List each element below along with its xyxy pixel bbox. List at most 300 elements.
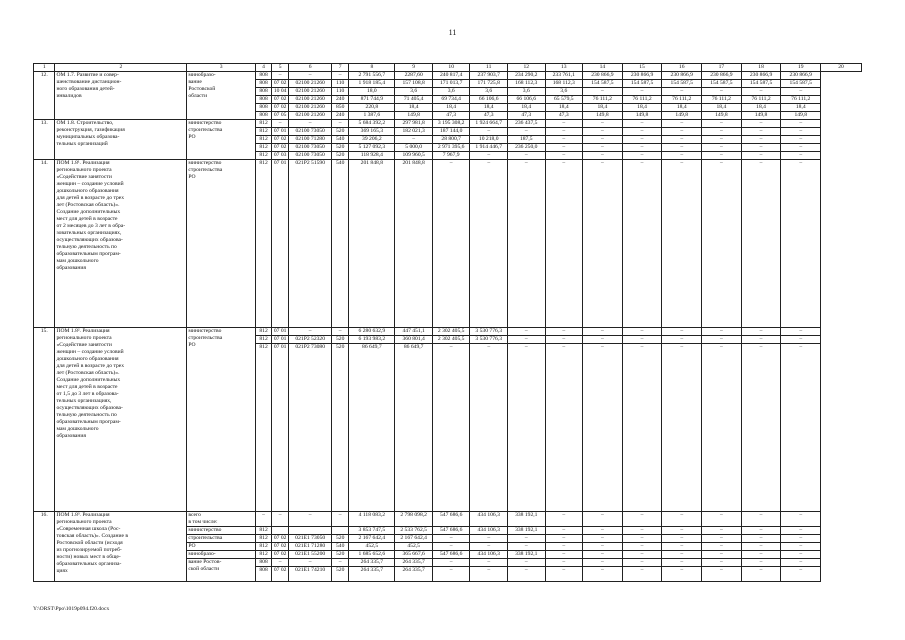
value-cell: –: [470, 535, 508, 543]
value-cell: –: [395, 136, 433, 144]
value-cell: –: [781, 136, 821, 144]
value-cell: 149,8: [702, 112, 742, 120]
value-cell: –: [781, 567, 821, 582]
value-cell: –: [622, 559, 662, 567]
value-cell: 86 649,7: [349, 344, 395, 512]
table-row: [34, 120, 862, 128]
value-cell: –: [272, 559, 289, 567]
value-cell: 240: [332, 96, 349, 104]
value-cell: –: [781, 535, 821, 543]
value-cell: –: [781, 543, 821, 551]
value-cell: –: [662, 512, 702, 527]
value-cell: –: [662, 559, 702, 567]
value-cell: 39 206,2: [349, 136, 395, 144]
value-cell: –: [545, 512, 583, 527]
table-row: [34, 328, 862, 336]
value-cell: –: [622, 328, 662, 336]
value-cell: –: [507, 152, 545, 160]
value-cell: 02100 21260: [289, 112, 332, 120]
value-cell: –: [781, 128, 821, 136]
value-cell: –: [781, 328, 821, 336]
value-cell: 264 335,7: [395, 567, 433, 582]
value-cell: –: [470, 160, 508, 328]
value-cell: –: [781, 512, 821, 527]
value-cell: 07 02: [272, 104, 289, 112]
value-cell: 154 587,5: [622, 80, 662, 88]
value-cell: –: [702, 527, 742, 535]
value-cell: –: [622, 527, 662, 535]
value-cell: –: [741, 527, 781, 535]
value-cell: 201 848,8: [349, 160, 395, 328]
value-cell: –: [289, 512, 332, 527]
value-cell: 2 302 405,5: [432, 328, 470, 336]
value-cell: 812: [256, 160, 272, 328]
value-cell: 3,6: [507, 88, 545, 96]
value-cell: 154 587,5: [741, 80, 781, 88]
value-cell: –: [583, 160, 623, 328]
row-number: 15.: [34, 328, 55, 512]
value-cell: –: [272, 120, 289, 128]
value-cell: 2 798 098,2: [395, 512, 433, 527]
value-cell: –: [702, 128, 742, 136]
value-cell: 149,8: [741, 112, 781, 120]
value-cell: –: [470, 567, 508, 582]
value-cell: 18,4: [583, 104, 623, 112]
value-cell: 76 111,2: [662, 96, 702, 104]
value-cell: 76 111,2: [622, 96, 662, 104]
value-cell: 3 853 747,5: [349, 527, 395, 535]
value-cell: –: [781, 559, 821, 567]
value-cell: –: [702, 551, 742, 559]
value-cell: 3 195 308,2: [432, 120, 470, 128]
value-cell: –: [507, 567, 545, 582]
value-cell: 369 165,3: [349, 128, 395, 136]
value-cell: –: [622, 88, 662, 96]
value-cell: –: [622, 120, 662, 128]
row-number: 16.: [34, 512, 55, 582]
value-cell: 110: [332, 80, 349, 88]
value-cell: –: [583, 144, 623, 152]
value-cell: 18,4: [702, 104, 742, 112]
value-cell: 3 530 776,3: [470, 328, 508, 336]
value-cell: 02100 21260: [289, 96, 332, 104]
value-cell: –: [545, 567, 583, 582]
value-cell: 850: [332, 104, 349, 112]
value-cell: –: [622, 543, 662, 551]
value-cell: –: [741, 128, 781, 136]
page-number: 11: [448, 28, 457, 37]
value-cell: 812: [256, 336, 272, 344]
column-number: 17: [702, 64, 742, 72]
value-cell: –: [622, 152, 662, 160]
value-cell: –: [507, 128, 545, 136]
value-cell: 149,8: [395, 112, 433, 120]
value-cell: 220,8: [349, 104, 395, 112]
value-cell: –: [470, 128, 508, 136]
value-cell: 1 918 185,4: [349, 80, 395, 88]
value-cell: –: [545, 128, 583, 136]
value-cell: 76 111,2: [741, 96, 781, 104]
value-cell: –: [741, 328, 781, 336]
value-cell: –: [662, 543, 702, 551]
value-cell: 76 111,2: [781, 96, 821, 104]
value-cell: 434 106,3: [470, 512, 508, 527]
row-number: 14.: [34, 160, 55, 328]
value-cell: 230 866,9: [662, 72, 702, 80]
value-cell: –: [545, 136, 583, 144]
value-cell: [332, 527, 349, 535]
value-cell: 3,6: [395, 88, 433, 96]
value-cell: –: [545, 120, 583, 128]
value-cell: –: [741, 144, 781, 152]
column-number: 9: [395, 64, 433, 72]
value-cell: 07 02: [272, 144, 289, 152]
value-cell: –: [781, 160, 821, 328]
value-cell: 812: [256, 527, 272, 535]
value-cell: 02100 21260: [289, 80, 332, 88]
value-cell: 452,5: [395, 543, 433, 551]
value-cell: 07 01: [272, 328, 289, 336]
value-cell: 1 685 652,6: [349, 551, 395, 559]
value-cell: 520: [332, 551, 349, 559]
executor: строительства: [187, 535, 256, 543]
value-cell: –: [741, 160, 781, 328]
value-cell: –: [583, 551, 623, 559]
column-number: 14: [583, 64, 623, 72]
value-cell: –: [583, 567, 623, 582]
value-cell: –: [583, 543, 623, 551]
value-cell: –: [622, 535, 662, 543]
value-cell: –: [741, 120, 781, 128]
executor: министерство строительства РО: [187, 120, 256, 160]
value-cell: –: [583, 344, 623, 512]
value-cell: 2 533 762,5: [395, 527, 433, 535]
value-cell: –: [622, 512, 662, 527]
executor: министерство: [187, 527, 256, 535]
value-cell: 2 971 395,6: [432, 144, 470, 152]
value-cell: –: [432, 160, 470, 328]
value-cell: 5 000,0: [395, 144, 433, 152]
value-cell: 2 791 556,7: [349, 72, 395, 80]
value-cell: 520: [332, 152, 349, 160]
value-cell: 47,3: [432, 112, 470, 120]
value-cell: 447 451,1: [395, 328, 433, 336]
value-cell: –: [583, 512, 623, 527]
value-cell: 021P2 52320: [289, 336, 332, 344]
value-cell: 1 387,6: [349, 112, 395, 120]
value-cell: –: [332, 328, 349, 336]
measure-name: ПОМ 1.8³. Реализация регионального проекта «Современная школа (Рос- товская область)». Создание в Ростовской области (исходя из прогнозируемой потреб- ности) новых мест в обще- образовательных организа- циях: [55, 512, 187, 582]
value-cell: –: [470, 344, 508, 512]
value-cell: 02100 73050: [289, 152, 332, 160]
value-cell: 812: [256, 344, 272, 512]
column-number: 19: [781, 64, 821, 72]
value-cell: –: [741, 88, 781, 96]
value-cell: 240 817,4: [432, 72, 470, 80]
value-cell: 109 960,5: [395, 152, 433, 160]
row-number: 12.: [34, 72, 55, 120]
value-cell: 10 04: [272, 88, 289, 96]
value-cell: –: [781, 144, 821, 152]
value-cell: 171 725,8: [470, 80, 508, 88]
column-number: 6: [289, 64, 332, 72]
value-cell: –: [332, 120, 349, 128]
value-cell: –: [662, 344, 702, 512]
value-cell: –: [432, 344, 470, 512]
value-cell: 3 530 776,3: [470, 336, 508, 344]
value-cell: –: [702, 512, 742, 527]
value-cell: 812: [256, 328, 272, 336]
value-cell: 021E1 71280: [289, 543, 332, 551]
value-cell: 2 302 405,5: [432, 336, 470, 344]
value-cell: 07 02: [272, 96, 289, 104]
value-cell: 47,3: [545, 112, 583, 120]
value-cell: –: [545, 527, 583, 535]
value-cell: 65 579,5: [545, 96, 583, 104]
value-cell: –: [545, 543, 583, 551]
value-cell: –: [662, 567, 702, 582]
value-cell: –: [741, 136, 781, 144]
row-number: 13.: [34, 120, 55, 160]
value-cell: 520: [332, 344, 349, 512]
value-cell: 264 335,7: [395, 559, 433, 567]
value-cell: 168 112,3: [507, 80, 545, 88]
value-cell: –: [741, 512, 781, 527]
value-cell: 66 106,6: [470, 96, 508, 104]
value-cell: –: [470, 543, 508, 551]
table-row: [34, 72, 862, 80]
value-cell: 520: [332, 128, 349, 136]
value-cell: 808: [256, 104, 272, 112]
value-cell: –: [781, 344, 821, 512]
value-cell: 808: [256, 72, 272, 80]
value-cell: 812: [256, 144, 272, 152]
value-cell: 540: [332, 136, 349, 144]
value-cell: –: [583, 527, 623, 535]
value-cell: –: [583, 152, 623, 160]
value-cell: 18,4: [432, 104, 470, 112]
value-cell: 434 106,3: [470, 551, 508, 559]
value-cell: –: [432, 567, 470, 582]
value-cell: –: [272, 512, 289, 527]
value-cell: 110: [332, 88, 349, 96]
column-number: 3: [187, 64, 256, 72]
value-cell: 264 335,7: [349, 567, 395, 582]
value-cell: 149,8: [583, 112, 623, 120]
value-cell: –: [545, 336, 583, 344]
value-cell: 71 405,4: [395, 96, 433, 104]
measure-name: ПОМ 1.8². Реализация регионального проекта «Содействие занятости женщин – создание условий дошкольного образования для детей в возрасте до трех лет (Ростовская область)». Создание дополнительных мест для детей в возрасте от 1,5 до 3 лет в образова- тельных организациях, осуществляющих образова- тельную деятельность по образовательным програм- мам дошкольного образования: [55, 328, 187, 512]
column-number: 2: [55, 64, 187, 72]
value-cell: –: [583, 128, 623, 136]
value-cell: 47,3: [470, 112, 508, 120]
value-cell: 547 686,6: [432, 512, 470, 527]
value-cell: 520: [332, 567, 349, 582]
value-cell: 149,8: [622, 112, 662, 120]
value-cell: 871 744,9: [349, 96, 395, 104]
value-cell: –: [662, 128, 702, 136]
value-cell: –: [702, 336, 742, 344]
value-cell: –: [583, 535, 623, 543]
value-cell: 230 866,9: [583, 72, 623, 80]
value-cell: 07 03: [272, 152, 289, 160]
value-cell: 520: [332, 336, 349, 344]
value-cell: 149,8: [781, 112, 821, 120]
value-cell: –: [545, 160, 583, 328]
value-cell: –: [741, 543, 781, 551]
value-cell: 07 02: [272, 543, 289, 551]
value-cell: –: [507, 559, 545, 567]
column-number: 12: [507, 64, 545, 72]
value-cell: –: [432, 535, 470, 543]
value-cell: 171 013,7: [432, 80, 470, 88]
value-cell: 1 914 446,7: [470, 144, 508, 152]
value-cell: 118 928,4: [349, 152, 395, 160]
value-cell: –: [583, 120, 623, 128]
value-cell: 7 967,9: [432, 152, 470, 160]
value-cell: 02100 21260: [289, 88, 332, 96]
value-cell: 5 684 392,2: [349, 120, 395, 128]
value-cell: –: [662, 551, 702, 559]
value-cell: 07 01: [272, 336, 289, 344]
value-cell: 07 02: [272, 535, 289, 543]
value-cell: –: [545, 535, 583, 543]
value-cell: –: [289, 72, 332, 80]
value-cell: 808: [256, 567, 272, 582]
value-cell: –: [622, 551, 662, 559]
value-cell: –: [507, 336, 545, 344]
value-cell: 520: [332, 144, 349, 152]
value-cell: 812: [256, 535, 272, 543]
value-cell: –: [781, 527, 821, 535]
column-number-row: [34, 64, 862, 72]
value-cell: –: [432, 543, 470, 551]
value-cell: 18,4: [662, 104, 702, 112]
value-cell: –: [583, 559, 623, 567]
value-cell: –: [583, 328, 623, 336]
column-number: 1: [34, 64, 55, 72]
value-cell: 18,0: [349, 88, 395, 96]
value-cell: 240: [332, 112, 349, 120]
value-cell: 338 192,1: [507, 527, 545, 535]
value-cell: –: [741, 559, 781, 567]
value-cell: 182 021,3: [395, 128, 433, 136]
budget-table: [33, 63, 862, 582]
executor: министерство строительства РО: [187, 160, 256, 328]
value-cell: 236 437,5: [507, 120, 545, 128]
value-cell: –: [289, 559, 332, 567]
value-cell: 18,4: [470, 104, 508, 112]
value-cell: –: [470, 559, 508, 567]
value-cell: 234 290,2: [507, 72, 545, 80]
value-cell: –: [507, 543, 545, 551]
value-cell: 237 903,7: [470, 72, 508, 80]
measure-name: ОМ 1.8. Строительство, реконструкция, газификация муниципальных образова- тельных организаций: [55, 120, 187, 160]
value-cell: –: [545, 559, 583, 567]
value-cell: 808: [256, 96, 272, 104]
value-cell: –: [622, 144, 662, 152]
value-cell: –: [507, 344, 545, 512]
value-cell: 07 02: [272, 136, 289, 144]
measure-name: ПОМ 1.8¹. Реализация регионального проекта «Содействие занятости женщин – создание условий дошкольного образования для детей в возрасте до трех лет (Ростовская область)». Создание дополнительных мест для детей в возрасте от 2 месяцев до 3 лет в обра- зовательных организациях, осуществляющих образова- тельную деятельность по образовательным програм- мам дошкольного образования: [55, 160, 187, 328]
value-cell: –: [272, 72, 289, 80]
value-cell: 2 167 642,4: [395, 535, 433, 543]
executor: всего в том числе:: [187, 512, 256, 527]
value-cell: 07 02: [272, 80, 289, 88]
value-cell: –: [781, 336, 821, 344]
value-cell: –: [702, 144, 742, 152]
value-cell: –: [622, 128, 662, 136]
value-cell: 18,4: [781, 104, 821, 112]
value-cell: 3,6: [432, 88, 470, 96]
column-number: 4: [256, 64, 272, 72]
value-cell: –: [741, 336, 781, 344]
value-cell: –: [702, 88, 742, 96]
value-cell: 3,6: [470, 88, 508, 96]
value-cell: 3,6: [545, 88, 583, 96]
executor: РО: [187, 543, 256, 551]
value-cell: 07 01: [272, 344, 289, 512]
value-cell: 021E1 74210: [289, 567, 332, 582]
value-cell: 69 734,4: [432, 96, 470, 104]
value-cell: 47,3: [507, 112, 545, 120]
value-cell: –: [741, 152, 781, 160]
value-cell: 360 801,4: [395, 336, 433, 344]
value-cell: 154 587,5: [583, 80, 623, 88]
value-cell: 540: [332, 543, 349, 551]
value-cell: 02100 21260: [289, 104, 332, 112]
value-cell: 2 167 642,4: [349, 535, 395, 543]
value-cell: 201 848,8: [395, 160, 433, 328]
value-cell: 86 649,7: [395, 344, 433, 512]
value-cell: –: [545, 328, 583, 336]
value-cell: 547 686,6: [432, 527, 470, 535]
value-cell: 230 866,9: [781, 72, 821, 80]
value-cell: 808: [256, 112, 272, 120]
value-cell: –: [256, 512, 272, 527]
value-cell: 76 111,2: [702, 96, 742, 104]
value-cell: –: [622, 136, 662, 144]
column-number: 11: [470, 64, 508, 72]
value-cell: 154 587,5: [702, 80, 742, 88]
value-cell: 18,4: [395, 104, 433, 112]
value-cell: –: [545, 144, 583, 152]
value-cell: 236 250,0: [507, 144, 545, 152]
value-cell: –: [507, 328, 545, 336]
value-cell: –: [702, 152, 742, 160]
value-cell: 812: [256, 152, 272, 160]
value-cell: –: [622, 344, 662, 512]
value-cell: 021P2 73080: [289, 344, 332, 512]
value-cell: 18,4: [622, 104, 662, 112]
value-cell: 187 144,0: [432, 128, 470, 136]
value-cell: 452,5: [349, 543, 395, 551]
value-cell: 157 108,8: [395, 80, 433, 88]
value-cell: 264 335,7: [349, 559, 395, 567]
value-cell: –: [622, 567, 662, 582]
value-cell: 230 866,9: [622, 72, 662, 80]
value-cell: 812: [256, 128, 272, 136]
value-cell: 187,5: [507, 136, 545, 144]
value-cell: 021E1 73050: [289, 535, 332, 543]
executor: минобразо- вание Ростовской области: [187, 72, 256, 120]
value-cell: –: [622, 160, 662, 328]
value-cell: 02100 73050: [289, 128, 332, 136]
value-cell: –: [662, 160, 702, 328]
value-cell: –: [545, 551, 583, 559]
value-cell: –: [702, 136, 742, 144]
value-cell: 5 127 092,3: [349, 144, 395, 152]
